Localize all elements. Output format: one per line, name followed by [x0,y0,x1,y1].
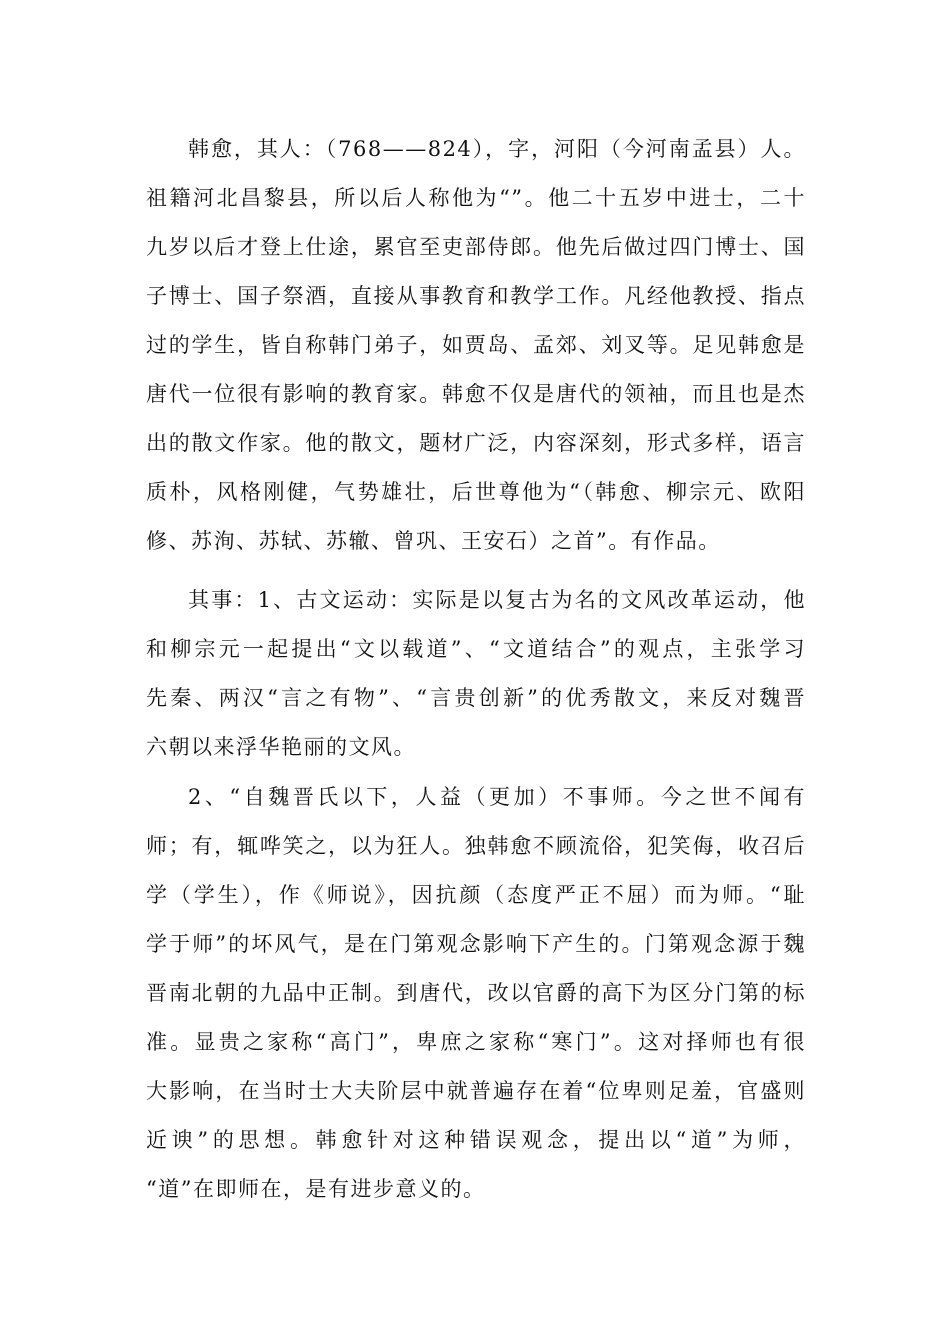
text-line: 其事：1、古文运动：实际是以复古为名的文风改革运动，他 [188,588,806,612]
text-line: 先秦、两汉“言之有物”、“言贵创新”的优秀散文，来反对魏晋 [146,686,806,710]
text-line: 过的学生，皆自称韩门弟子，如贾岛、孟郊、刘叉等。足见韩愈是 [146,333,806,357]
text-line: 韩愈，其人：（768——824），字，河阳（今河南孟县）人。 [188,137,806,161]
text-line: 晋南北朝的九品中正制。到唐代，改以官爵的高下为区分门第的标 [146,981,806,1005]
text-line: 质朴，风格刚健，气势雄壮，后世尊他为“（韩愈、柳宗元、欧阳 [146,480,806,504]
text-line: 学（学生），作《师说》，因抗颜（态度严正不屈）而为师。“耻 [146,883,806,907]
paragraph-guwen-movement [146,576,806,772]
text-line: 子博士、国子祭酒，直接从事教育和教学工作。凡经他教授、指点 [146,284,806,308]
text-line: “道”在即师在，是有进步意义的。 [146,1177,486,1201]
text-line: 2、“自魏晋氏以下，人益（更加）不事师。今之世不闻有 [188,785,806,809]
text-line: 出的散文作家。他的散文，题材广泛，内容深刻，形式多样，语言 [146,431,806,455]
text-line: 近谀”的思想。韩愈针对这种错误观念，提出以“道”为师， [146,1128,806,1152]
text-line: 祖籍河北昌黎县，所以后人称他为“”。他二十五岁中进士，二十 [146,186,806,210]
text-line: 准。显贵之家称“高门”，卑庶之家称“寒门”。这对择师也有很 [146,1030,806,1054]
text-line: 唐代一位很有影响的教育家。韩愈不仅是唐代的领袖，而且也是杰 [146,382,806,406]
text-line: 和柳宗元一起提出“文以载道”、“文道结合”的观点，主张学习 [146,637,806,661]
text-line: 师；有，辄哗笑之，以为狂人。独韩愈不顾流俗，犯笑侮，收召后 [146,834,806,858]
text-line: 大影响，在当时士大夫阶层中就普遍存在着“位卑则足羞，官盛则 [146,1079,806,1103]
text-line: 九岁以后才登上仕途，累官至吏部侍郎。他先后做过四门博士、国 [146,235,806,259]
text-line: 六朝以来浮华艳丽的文风。 [146,735,416,759]
text-line: 修、苏洵、苏轼、苏辙、曾巩、王安石）之首”。有作品。 [146,529,721,553]
paragraph-shi-shuo [146,773,806,1214]
text-line: 学于师”的坏风气，是在门第观念影响下产生的。门第观念源于魏 [146,932,806,956]
paragraph-intro [146,125,806,566]
